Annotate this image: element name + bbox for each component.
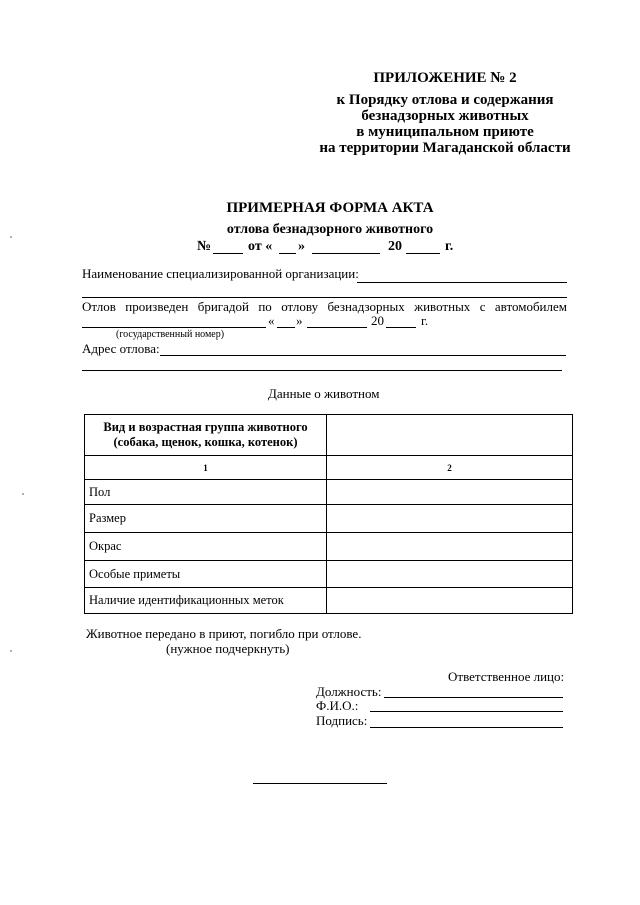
capture-quote-open: « (268, 313, 275, 328)
animal-section-heading: Данные о животном (268, 386, 380, 401)
table-row (85, 588, 573, 614)
year-blank[interactable] (406, 253, 440, 254)
row-value-color[interactable] (327, 533, 573, 561)
form-subtitle: отлова безнадзорного животного (226, 222, 434, 237)
table-row (85, 505, 573, 533)
organization-field[interactable] (357, 282, 567, 283)
capture-year-field[interactable] (386, 327, 416, 328)
full-name-field[interactable] (370, 711, 563, 712)
row-label-color: Окрас (85, 533, 327, 561)
capture-year-label: 20 (371, 313, 384, 328)
row-label-size: Размер (85, 505, 327, 533)
signature-field[interactable] (370, 727, 563, 728)
date-from-label: от « (248, 239, 273, 254)
signature-label: Подпись: (316, 713, 368, 728)
row-value-size[interactable] (327, 505, 573, 533)
row-label-id-marks: Наличие идентификационных меток (85, 588, 327, 614)
table-row (85, 561, 573, 588)
scan-speck (22, 493, 24, 495)
capture-year-suffix: г. (421, 313, 429, 328)
capture-text: Отлов произведен бригадой по отлову безнадзорных животных с автомобилем (82, 299, 567, 314)
address-field[interactable] (160, 355, 566, 356)
year-label: 20 (388, 239, 402, 254)
number-label: № (197, 239, 212, 254)
month-blank[interactable] (312, 253, 380, 254)
appendix-line: к Порядку отлова и содержания (336, 92, 554, 108)
type-age-header-line1: Вид и возрастная группа животного (103, 420, 308, 434)
number-blank[interactable] (213, 253, 243, 254)
row-value-id-marks[interactable] (327, 588, 573, 614)
appendix-line: безнадзорных животных (361, 108, 529, 124)
position-field[interactable] (384, 697, 563, 698)
date-quote-close: » (298, 239, 305, 254)
capture-quote-close: » (296, 313, 303, 328)
bottom-separator (253, 783, 387, 784)
row-label-sex: Пол (85, 480, 327, 505)
table-header-row (85, 415, 573, 456)
outcome-hint: (нужное подчеркнуть) (166, 641, 290, 656)
scan-speck (10, 236, 12, 238)
table-row (85, 533, 573, 561)
type-age-value-cell[interactable] (327, 415, 573, 456)
row-value-special-marks[interactable] (327, 561, 573, 588)
row-value-sex[interactable] (327, 480, 573, 505)
organization-label: Наименование специализированной организации: (82, 266, 359, 281)
row-label-special-marks: Особые приметы (85, 561, 327, 588)
organization-field-line2[interactable] (82, 297, 567, 298)
year-suffix: г. (445, 239, 454, 254)
address-field-line2[interactable] (82, 370, 562, 371)
vehicle-plate-field[interactable] (82, 327, 266, 328)
column-number-1: 1 (85, 456, 327, 480)
responsible-heading: Ответственное лицо: (448, 669, 565, 684)
day-blank[interactable] (279, 253, 296, 254)
appendix-title: ПРИЛОЖЕНИЕ № 2 (373, 70, 517, 86)
plate-caption: (государственный номер) (116, 329, 225, 340)
type-age-header (85, 415, 327, 456)
form-title: ПРИМЕРНАЯ ФОРМА АКТА (226, 200, 434, 216)
capture-day-field[interactable] (277, 327, 295, 328)
outcome-text[interactable]: Животное передано в приют, погибло при отлове. (86, 626, 362, 641)
column-number-row (85, 456, 573, 480)
table-row (85, 480, 573, 505)
appendix-line: на территории Магаданской области (319, 140, 571, 156)
address-label: Адрес отлова: (82, 341, 160, 356)
appendix-line: в муниципальном приюте (356, 124, 534, 140)
capture-month-field[interactable] (307, 327, 367, 328)
position-label: Должность: (316, 684, 382, 699)
animal-data-table (84, 414, 573, 614)
column-number-2: 2 (327, 456, 573, 480)
type-age-header-line2: (собака, щенок, кошка, котенок) (113, 435, 298, 449)
scan-speck (10, 650, 12, 652)
full-name-label: Ф.И.О.: (316, 698, 359, 713)
